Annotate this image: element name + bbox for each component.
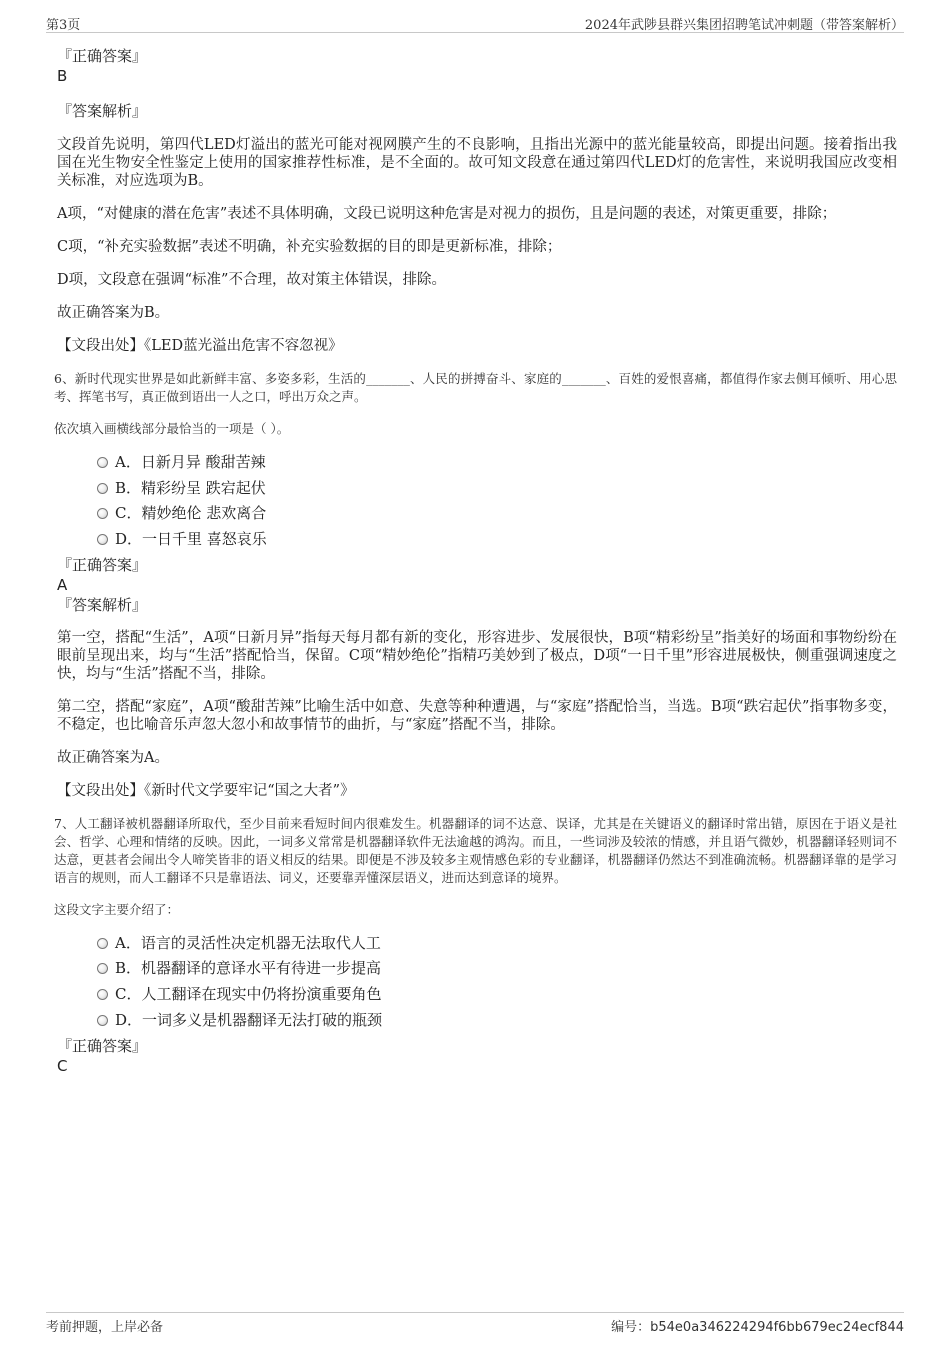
option-key: B． (115, 959, 142, 978)
option-text: 一词多义是机器翻译无法打破的瓶颈 (142, 1010, 383, 1029)
option-text: 人工翻译在现实中仍将扮演重要角色 (141, 985, 382, 1004)
option-text: 日新月异 酸甜苦辣 (140, 453, 266, 471)
code-label: 编号： (611, 1320, 651, 1335)
page-number: 第3页 (46, 18, 81, 33)
page-header (46, 14, 904, 33)
options-list (57, 933, 897, 1036)
answer-label: 『正确答案』 (57, 555, 148, 574)
option-key: C． (115, 504, 142, 523)
source-citation: 【文段出处】《LED蓝光溢出危害不容忽视》 (57, 338, 343, 354)
radio-icon[interactable] (97, 534, 108, 545)
option-text: 机器翻译的意译水平有待进一步提高 (141, 959, 382, 978)
radio-icon[interactable] (97, 508, 108, 519)
question-prompt: 这段文字主要介绍了： (54, 901, 180, 917)
radio-icon[interactable] (97, 1015, 108, 1026)
option-text: 语言的灵活性决定机器无法取代人工 (140, 933, 381, 952)
page-footer (46, 1312, 904, 1335)
option-key: A． (115, 453, 141, 471)
analysis-paragraph: 第二空，搭配“家庭”，A项“酸甜苦辣”比喻生活中如意、失意等种种遭遇，与“家庭”搭配恰当，当选。B项“跌宕起伏”指事物多变，不稳定，也比喻音乐声忽大忽小和故事情节的曲折，与“家庭”搭配不当，排除。 (57, 698, 897, 733)
analysis-paragraph: A项，“对健康的潜在危害”表述不具体明确，文段已说明这种危害是对视力的损伤，且是问题的表述，对策更重要，排除； (57, 206, 837, 222)
analysis-paragraph: 文段首先说明，第四代LED灯溢出的蓝光可能对视网膜产生的不良影响，且指出光源中的蓝光能量较高，即提出问题。接着指出我国在光生物安全性鉴定上使用的国家推荐性标准，是不全面的。故可知文段意在通过第四代LED灯的危害性，来说明我国应改变相关标准，对应选项为B。 (57, 137, 897, 189)
radio-icon[interactable] (97, 989, 108, 1000)
radio-icon[interactable] (97, 457, 108, 468)
option-d[interactable] (57, 529, 897, 555)
option-text: 一日千里 喜怒哀乐 (142, 530, 267, 549)
radio-icon[interactable] (97, 963, 108, 974)
option-b[interactable] (57, 478, 897, 504)
answer-value: C (57, 1056, 68, 1075)
option-key: D． (115, 530, 143, 549)
option-b[interactable] (57, 958, 897, 984)
analysis-paragraph: 故正确答案为B。 (57, 305, 170, 321)
answer-label: 『正确答案』 (57, 47, 148, 65)
question-prompt: 依次填入画横线部分最恰当的一项是（ ）。 (54, 421, 290, 436)
option-text: 精妙绝伦 悲欢离合 (141, 504, 267, 523)
option-key: D． (115, 1010, 143, 1029)
option-c[interactable] (57, 503, 897, 529)
analysis-label: 『答案解析』 (57, 595, 148, 614)
answer-value: B (57, 67, 68, 85)
source-citation: 【文段出处】《新时代文学要牢记“国之大者”》 (57, 782, 355, 799)
options-list (57, 452, 897, 555)
option-d[interactable] (57, 1010, 897, 1036)
analysis-paragraph: D项，文段意在强调“标准”不合理，故对策主体错误，排除。 (57, 272, 446, 288)
answer-value: A (57, 575, 68, 594)
option-text: 精彩纷呈 跌宕起伏 (141, 478, 266, 497)
radio-icon[interactable] (97, 483, 108, 494)
code-value: b54e0a346224294f6bb679ec24ecf844 (650, 1320, 904, 1335)
option-key: A． (115, 933, 141, 952)
document-code (611, 1316, 904, 1335)
analysis-label: 『答案解析』 (57, 102, 148, 120)
page-content (54, 46, 897, 1076)
document-title: 2024年武陟县群兴集团招聘笔试冲刺题（带答案解析） (584, 18, 904, 33)
question-stem: 6、新时代现实世界是如此新鲜丰富、多姿多彩，生活的_______、人民的拼搏奋斗、家庭的_______、百姓的爱恨喜痛，都值得作家去侧耳倾听、用心思考、挥笔书写，真正做到语出一人之口，呼出万众之声。 (54, 371, 897, 404)
footer-slogan: 考前押题，上岸必备 (46, 1320, 164, 1335)
analysis-paragraph: 第一空，搭配“生活”，A项“日新月异”指每天每月都有新的变化，形容进步、发展很快，B项“精彩纷呈”指美好的场面和事物纷纷在眼前呈现出来，均与“生活”搭配恰当，保留。C项“精妙绝伦”指精巧美妙到了极点，D项“一日千里”形容进展极快，侧重强调速度之快，均与“生活”搭配不当，排除。 (57, 629, 897, 682)
option-a[interactable] (57, 933, 897, 959)
analysis-paragraph: 故正确答案为A。 (57, 749, 169, 766)
radio-icon[interactable] (97, 938, 108, 949)
option-a[interactable] (57, 452, 897, 478)
analysis-paragraph: C项，“补充实验数据”表述不明确，补充实验数据的目的即是更新标准，排除； (57, 239, 562, 255)
answer-label: 『正确答案』 (57, 1036, 148, 1055)
option-c[interactable] (57, 984, 897, 1010)
option-key: C． (115, 985, 142, 1004)
question-stem: 7、人工翻译被机器翻译所取代，至少目前来看短时间内很难发生。机器翻译的词不达意、误译，尤其是在关键语义的翻译时常出错，原因在于语义是社会、哲学、心理和情绪的反映。因此，一词多义常常是机器翻译软件无法逾越的鸿沟。而且，一些词涉及较浓的情感，并且语气微妙，机器翻译轻则词不达意，更甚者会闹出令人啼笑皆非的语义相反的结果。即便是不涉及较多主观情感色彩的专业翻译，机器翻译仍然达不到准确流畅。机器翻译靠的是学习语言的规则，而人工翻译不只是靠语法、词义，还要靠弄懂深层语义，进而达到意译的境界。 (54, 815, 897, 885)
option-key: B． (115, 478, 142, 497)
